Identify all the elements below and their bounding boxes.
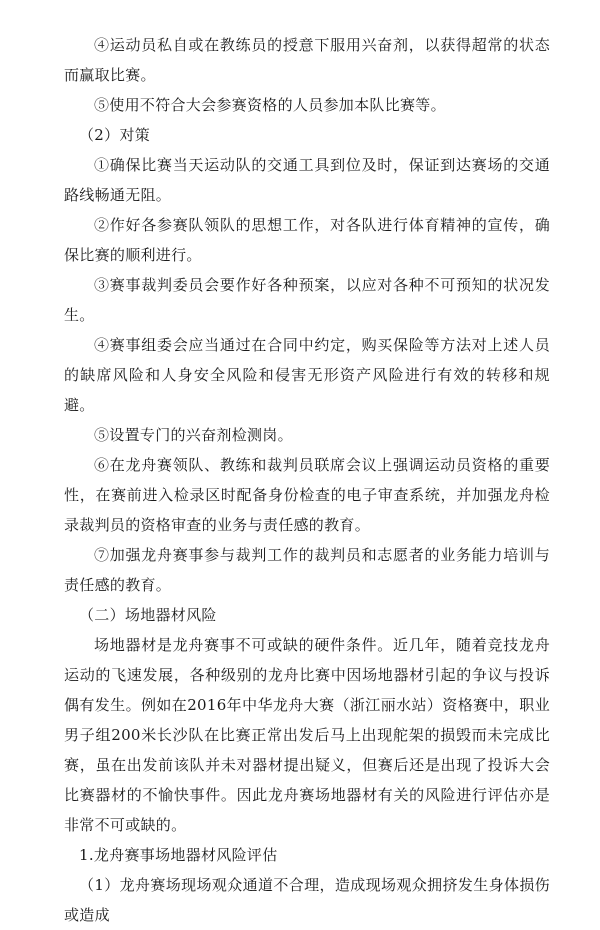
paragraph-referee-training: ⑦加强龙舟赛事参与裁判工作的裁判员和志愿者的业务能力培训与责任感的教育。 <box>64 546 550 594</box>
paragraph-spectator-channel: （1）龙舟赛场现场观众通道不合理，造成现场观众拥挤发生身体损伤或造成 <box>64 876 550 924</box>
paragraph-doping-test: ⑤设置专门的兴奋剂检测岗。 <box>94 426 293 444</box>
paragraph-venue-equipment: 场地器材是龙舟赛事不可或缺的硬件条件。近几年，随着竞技龙舟运动的飞速发展，各种级别的龙舟比赛中因场地器材引起的争议与投诉偶有发生。例如在2016年中华龙舟大赛（浙江丽水站）资格赛中，职业男子组200米长沙队在比赛正常出发后马上出现舵架的损毁而未完成比赛，虽在出发前该队并未对器材提出疑义，但赛后还是出现了投诉大会比赛器材的不愉快事件。因此龙舟赛场地器材有关的风险进行评估亦是非常不可或缺的。 <box>64 636 550 834</box>
paragraph-eligibility-check: ⑥在龙舟赛领队、教练和裁判员联席会议上强调运动员资格的重要性，在赛前进入检录区时配备身份检查的电子审查系统，并加强龙舟检录裁判员的资格审查的业务与责任感的教育。 <box>64 456 550 534</box>
heading-countermeasures: （2）对策 <box>79 126 151 144</box>
paragraph-insurance: ④赛事组委会应当通过在合同中约定，购买保险等方法对上述人员的缺席风险和人身安全风险和侵害无形资产风险进行有效的转移和规避。 <box>64 336 550 414</box>
paragraph-team-leaders: ②作好各参赛队领队的思想工作，对各队进行体育精神的宣传，确保比赛的顺利进行。 <box>64 216 550 264</box>
heading-risk-assessment: 1.龙舟赛事场地器材风险评估 <box>79 846 278 864</box>
paragraph-doping-risk: ④运动员私自或在教练员的授意下服用兴奋剂，以获得超常的状态而赢取比赛。 <box>64 36 550 84</box>
paragraph-ineligible-athletes: ⑤使用不符合大会参赛资格的人员参加本队比赛等。 <box>94 96 446 114</box>
document-page <box>64 30 550 930</box>
paragraph-transport: ①确保比赛当天运动队的交通工具到位及时，保证到达赛场的交通路线畅通无阻。 <box>64 156 550 204</box>
heading-venue-equipment-risk: （二）场地器材风险 <box>79 606 217 624</box>
paragraph-referee-plans: ③赛事裁判委员会要作好各种预案，以应对各种不可预知的状况发生。 <box>64 276 550 324</box>
